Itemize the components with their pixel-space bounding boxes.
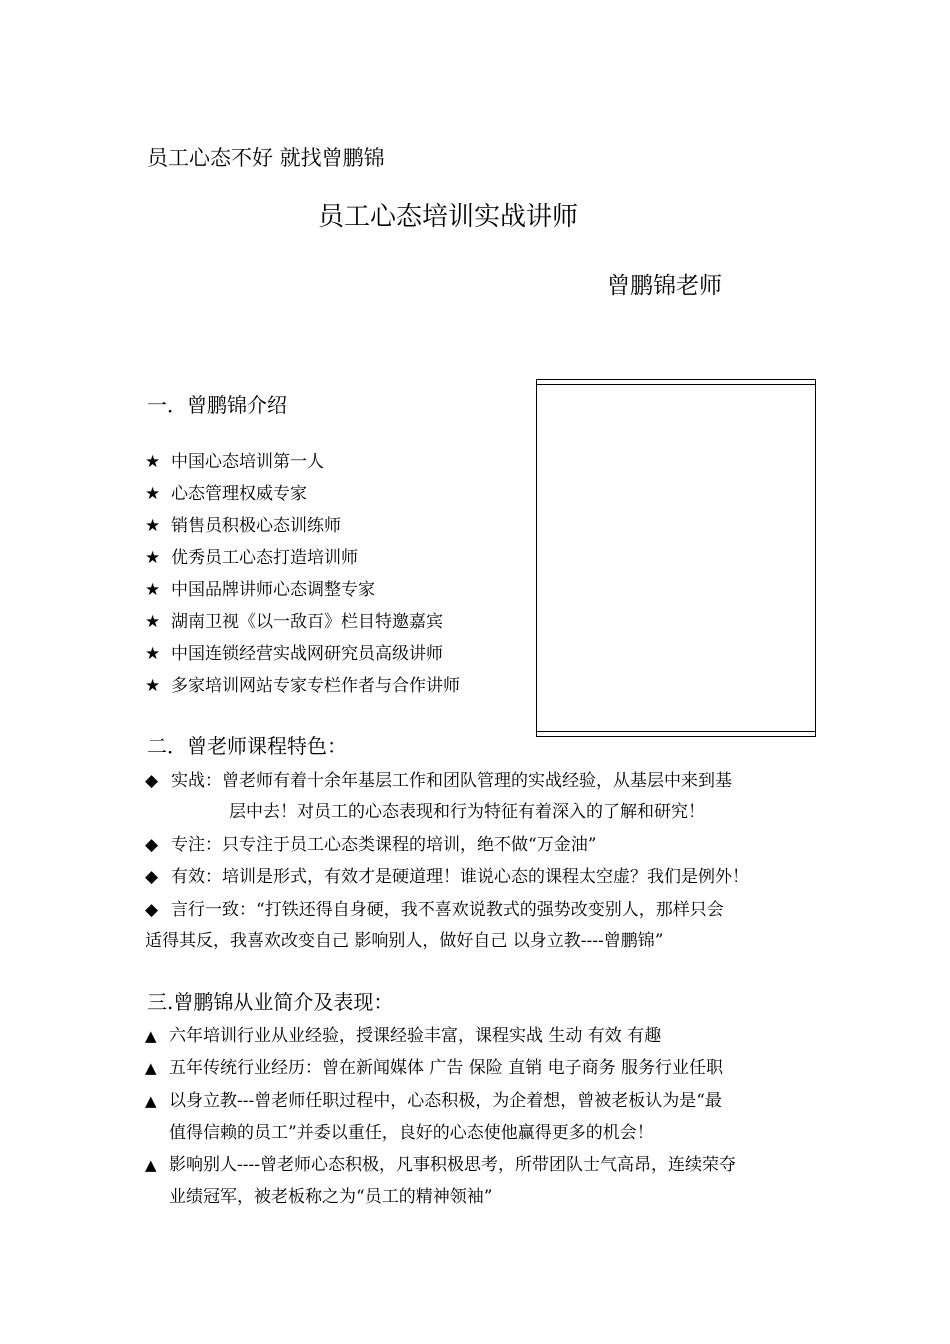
diamond-icon: ◆	[145, 867, 159, 887]
diamond-icon: ◆	[145, 835, 159, 855]
list-item	[145, 577, 460, 609]
career-text: 影响别人----曾老师心态积极，凡事积极思考，所带团队士气高昂，连续荣夺	[169, 1155, 736, 1175]
photo-inner-border	[537, 384, 815, 732]
diamond-icon: ◆	[145, 900, 159, 920]
list-item-text: 销售员积极心态训练师	[171, 516, 341, 536]
list-item-text: 多家培训网站专家专栏作者与合作讲师	[171, 676, 460, 696]
list-item	[145, 609, 460, 641]
photo-placeholder	[536, 379, 816, 737]
intro-list	[145, 449, 460, 705]
career-text: 六年培训行业从业经验，授课经验丰富，课程实战 生动 有效 有趣	[169, 1026, 662, 1046]
star-icon: ★	[145, 580, 161, 600]
star-icon: ★	[145, 452, 161, 472]
star-icon: ★	[145, 644, 161, 664]
feature-text: 专注：只专注于员工心态类课程的培训，绝不做“万金油”	[171, 835, 597, 855]
feature-text: 有效：培训是形式，有效才是硬道理！谁说心态的课程太空虚？我们是例外！	[171, 867, 749, 887]
star-icon: ★	[145, 548, 161, 568]
list-item	[145, 513, 460, 545]
career-item	[145, 1055, 723, 1081]
triangle-icon: ▲	[145, 1156, 157, 1174]
triangle-icon: ▲	[145, 1092, 157, 1110]
list-item-text: 心态管理权威专家	[171, 484, 307, 504]
list-item-text: 中国品牌讲师心态调整专家	[171, 580, 375, 600]
feature-continuation: 适得其反，我喜欢改变自己 影响别人，做好自己 以身立教----曾鹏锦”	[145, 931, 664, 951]
slogan-line: 员工心态不好 就找曾鹏锦	[147, 146, 385, 170]
career-continuation: 业绩冠军，被老板称之为“员工的精神领袖”	[169, 1187, 493, 1207]
career-continuation: 值得信赖的员工”并委以重任，良好的心态使他赢得更多的机会！	[169, 1123, 654, 1143]
star-icon: ★	[145, 484, 161, 504]
list-item	[145, 449, 460, 481]
triangle-icon: ▲	[145, 1027, 157, 1045]
feature-text: 实战：曾老师有着十余年基层工作和团队管理的实战经验，从基层中来到基	[171, 771, 732, 791]
diamond-icon: ◆	[145, 771, 159, 791]
feature-item	[145, 897, 724, 923]
career-text: 五年传统行业经历：曾在新闻媒体 广告 保险 直销 电子商务 服务行业任职	[169, 1058, 724, 1078]
list-item	[145, 641, 460, 673]
star-icon: ★	[145, 612, 161, 632]
feature-text: 言行一致：“打铁还得自身硬，我不喜欢说教式的强势改变别人，那样只会	[171, 900, 724, 920]
list-item	[145, 481, 460, 513]
career-item	[145, 1088, 722, 1114]
feature-item	[145, 768, 732, 794]
star-icon: ★	[145, 676, 161, 696]
feature-item	[145, 832, 596, 858]
author-name: 曾鹏锦老师	[607, 273, 722, 299]
career-item	[145, 1152, 736, 1178]
list-item	[145, 673, 460, 705]
section-heading-features: 二．曾老师课程特色：	[147, 734, 347, 758]
triangle-icon: ▲	[145, 1059, 157, 1077]
list-item-text: 优秀员工心态打造培训师	[171, 548, 358, 568]
list-item-text: 湖南卫视《以一敌百》栏目特邀嘉宾	[171, 612, 443, 632]
feature-item	[145, 864, 749, 890]
star-icon: ★	[145, 516, 161, 536]
career-item	[145, 1023, 661, 1049]
list-item-text: 中国心态培训第一人	[171, 452, 324, 472]
list-item-text: 中国连锁经营实战网研究员高级讲师	[171, 644, 443, 664]
list-item	[145, 545, 460, 577]
career-text: 以身立教---曾老师任职过程中，心态积极，为企着想，曾被老板认为是“最	[169, 1091, 722, 1111]
page-title: 员工心态培训实战讲师	[318, 202, 579, 232]
section-heading-career: 三.曾鹏锦从业简介及表现：	[147, 990, 394, 1014]
section-heading-intro: 一．曾鹏锦介绍	[147, 393, 287, 417]
feature-continuation: 层中去！对员工的心态表现和行为特征有着深入的了解和研究！	[229, 802, 705, 822]
